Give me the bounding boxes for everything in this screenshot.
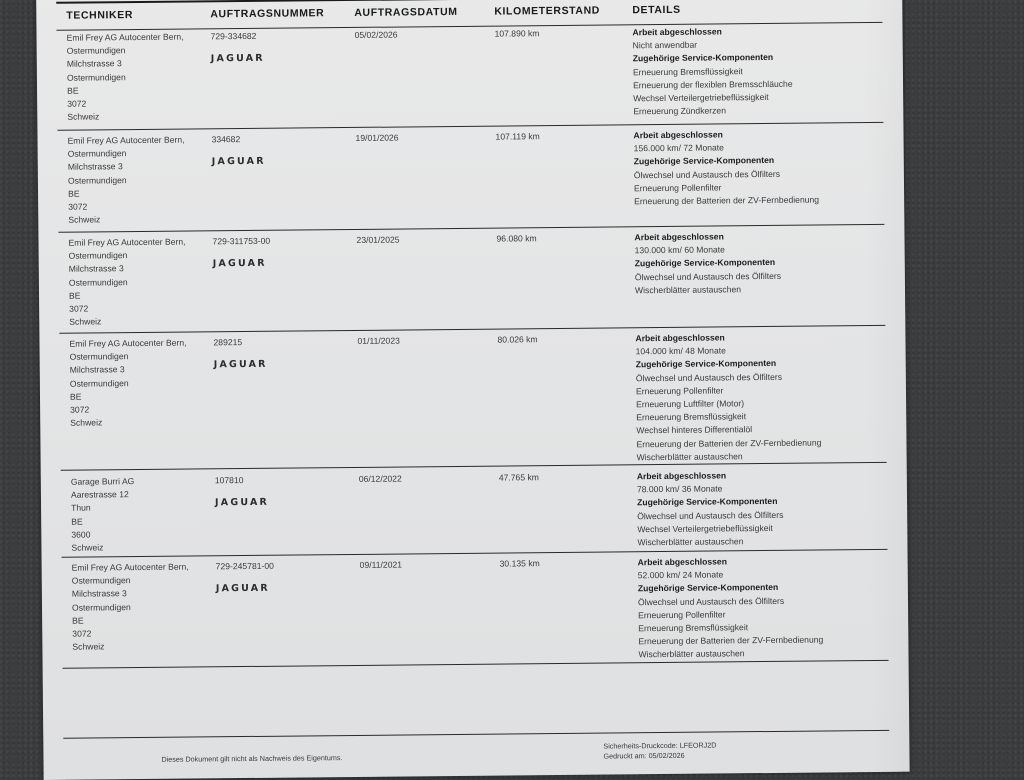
techniker-line: Ostermundigen — [71, 575, 131, 586]
techniker-cell — [67, 134, 185, 228]
techniker-line: Ostermundigen — [68, 250, 128, 261]
details-item: Wischerblätter austauschen — [634, 284, 742, 296]
techniker-line: Ostermundigen — [66, 45, 126, 56]
techniker-cell — [66, 31, 184, 125]
print-date: Gedruckt am: 05/02/2026 — [603, 750, 685, 761]
details-heading: Zugehörige Service-Komponenten — [635, 358, 777, 370]
jaguar-logo: JAGUAR — [212, 258, 267, 270]
auftragsdatum-cell: 01/11/2023 — [357, 335, 400, 346]
auftragsdatum-cell: 23/01/2025 — [356, 234, 400, 245]
details-heading: Arbeit abgeschlossen — [636, 470, 727, 482]
techniker-line: Ostermundigen — [66, 71, 126, 83]
details-cell — [638, 554, 824, 661]
techniker-line: BE — [67, 85, 79, 96]
row-rule — [63, 660, 889, 669]
techniker-line: BE — [72, 615, 84, 626]
techniker-line: Ostermundigen — [67, 148, 127, 159]
techniker-line: 3072 — [67, 98, 87, 109]
techniker-line: Thun — [71, 502, 91, 514]
details-item: Erneuerung der flexiblen Bremsschläuche — [632, 78, 793, 91]
techniker-line: BE — [69, 391, 82, 402]
techniker-line: Garage Burri AG — [70, 476, 135, 487]
techniker-line: Schweiz — [68, 214, 101, 225]
techniker-line: BE — [68, 188, 80, 199]
techniker-cell — [72, 561, 190, 655]
details-item: Erneuerung Bremsflüssigkeit — [632, 65, 743, 77]
footer-disclaimer: Dieses Dokument gilt nicht als Nachweis des Eigentums. — [161, 753, 343, 764]
kilometerstand-cell: 107.119 km — [495, 131, 540, 142]
details-item: 52.000 km/ 24 Monate — [637, 569, 724, 581]
kilometerstand-cell: 96.080 km — [496, 233, 537, 244]
techniker-line: Schweiz — [69, 316, 102, 327]
details-cell — [633, 127, 819, 208]
auftragsnummer-cell — [216, 560, 275, 596]
details-item: Ölwechsel und Austausch des Ölfilters — [637, 509, 784, 521]
order-number: 334682 — [211, 134, 241, 145]
details-heading: Arbeit abgeschlossen — [635, 332, 725, 344]
header-auftragsdatum: AUFTRAGSDATUM — [354, 5, 458, 19]
details-item: Ölwechsel und Austausch des Ölfilters — [637, 595, 785, 607]
techniker-cell — [68, 236, 186, 330]
techniker-line: BE — [68, 290, 81, 301]
security-code: Sicherheits-Druckcode: LFEORJ2D — [603, 740, 717, 751]
footer-rule — [63, 730, 889, 739]
auftragsnummer-cell — [211, 133, 265, 169]
details-item: Wechsel Verteilergetriebeflüssigkeit — [633, 91, 769, 104]
techniker-line: Ostermundigen — [69, 351, 129, 362]
techniker-line: Emil Frey AG Autocenter Bern, — [68, 236, 186, 248]
details-item: Wischerblätter austauschen — [637, 536, 744, 548]
techniker-line: Ostermundigen — [67, 174, 127, 186]
techniker-line: Schweiz — [71, 542, 104, 553]
footer-meta — [603, 741, 716, 762]
techniker-line: Milchstrasse 3 — [68, 263, 124, 275]
details-heading: Zugehörige Service-Komponenten — [633, 155, 775, 167]
techniker-line: Ostermundigen — [71, 601, 131, 613]
details-item: Erneuerung der Batterien der ZV-Fernbedienung — [636, 437, 822, 449]
details-item: Ölwechsel und Austausch des Ölfilters — [633, 168, 781, 180]
techniker-line: Emil Frey AG Autocenter Bern, — [66, 31, 184, 43]
techniker-line: BE — [71, 516, 83, 527]
details-item: Erneuerung Pollenfilter — [633, 182, 722, 194]
techniker-line: Emil Frey AG Autocenter Bern, — [71, 561, 189, 573]
kilometerstand-cell: 107.890 km — [494, 28, 540, 39]
paper-shade — [862, 0, 910, 772]
details-item: Erneuerung der Batterien der ZV-Fernbedienung — [638, 634, 824, 647]
techniker-line: Emil Frey AG Autocenter Bern, — [69, 337, 187, 349]
details-item: Erneuerung der Batterien der ZV-Fernbedienung — [634, 194, 820, 207]
details-item: Erneuerung Pollenfilter — [635, 385, 724, 397]
details-item: Wischerblätter austauschen — [638, 648, 745, 660]
auftragsnummer-cell — [212, 235, 270, 271]
details-cell — [635, 330, 821, 464]
techniker-line: Milchstrasse 3 — [67, 161, 123, 173]
jaguar-logo: JAGUAR — [215, 582, 270, 595]
order-number: 289215 — [213, 337, 243, 348]
techniker-line: Milchstrasse 3 — [66, 58, 122, 70]
details-item: Erneuerung Bremsflüssigkeit — [636, 411, 747, 423]
details-item: Ölwechsel und Austausch des Ölfilters — [634, 270, 782, 282]
header-auftragsnummer: AUFTRAGSNUMMER — [210, 7, 325, 21]
techniker-line: 3072 — [69, 303, 89, 314]
header-techniker: TECHNIKER — [66, 9, 134, 22]
techniker-line: Emil Frey AG Autocenter Bern, — [67, 134, 185, 146]
techniker-line: 3072 — [72, 628, 92, 639]
auftragsdatum-cell: 06/12/2022 — [358, 473, 402, 484]
details-cell — [634, 230, 781, 297]
service-history-document — [36, 0, 910, 780]
techniker-line: Schweiz — [67, 111, 100, 122]
techniker-line: 3072 — [70, 404, 90, 415]
details-heading: Zugehörige Service-Komponenten — [637, 582, 779, 594]
techniker-line: Schweiz — [72, 641, 105, 652]
details-item: Wischerblätter austauschen — [636, 451, 743, 463]
techniker-line: Ostermundigen — [68, 276, 128, 288]
details-item: 78.000 km/ 36 Monate — [636, 483, 723, 495]
details-cell — [637, 469, 784, 550]
techniker-line: Schweiz — [70, 417, 103, 428]
header-details: DETAILS — [632, 3, 681, 17]
techniker-line: 3072 — [68, 201, 88, 212]
auftragsnummer-cell — [213, 336, 267, 372]
details-cell — [632, 25, 792, 119]
techniker-line: Milchstrasse 3 — [69, 364, 125, 376]
details-item: Erneuerung Bremsflüssigkeit — [638, 622, 749, 634]
details-heading: Arbeit abgeschlossen — [632, 26, 722, 38]
kilometerstand-cell: 47.765 km — [498, 472, 539, 483]
details-heading: Arbeit abgeschlossen — [634, 231, 724, 243]
jaguar-logo: JAGUAR — [213, 358, 268, 371]
details-heading: Zugehörige Service-Komponenten — [632, 52, 774, 64]
details-item: 104.000 km/ 48 Monate — [635, 345, 726, 357]
auftragsnummer-cell — [215, 474, 269, 510]
order-number: 729-334682 — [210, 30, 257, 42]
details-item: Wechsel hinteres Differentialöl — [636, 424, 753, 436]
order-number: 729-311753-00 — [212, 235, 271, 247]
details-heading: Arbeit abgeschlossen — [633, 129, 723, 141]
details-item: Ölwechsel und Austausch des Ölfilters — [635, 371, 783, 383]
auftragsdatum-cell: 09/11/2021 — [359, 559, 403, 570]
details-item: Erneuerung Zündkerzen — [633, 105, 727, 117]
techniker-line: 3600 — [71, 529, 91, 540]
details-heading: Zugehörige Service-Komponenten — [634, 257, 776, 269]
details-item: Erneuerung Pollenfilter — [638, 609, 726, 621]
jaguar-logo: JAGUAR — [211, 156, 266, 168]
details-item: 130.000 km/ 60 Monate — [634, 244, 725, 256]
header-kilometerstand: KILOMETERSTAND — [494, 4, 601, 18]
techniker-line: Ostermundigen — [69, 377, 129, 389]
techniker-cell — [69, 337, 187, 431]
kilometerstand-cell: 80.026 km — [497, 334, 538, 345]
auftragsnummer-cell — [210, 30, 264, 66]
techniker-cell — [71, 475, 135, 555]
details-item: Erneuerung Luftfilter (Motor) — [636, 398, 745, 410]
details-item: Wechsel Verteilergetriebeflüssigkeit — [637, 522, 773, 535]
jaguar-logo: JAGUAR — [210, 53, 265, 65]
auftragsdatum-cell: 05/02/2026 — [354, 29, 398, 40]
kilometerstand-cell: 30.135 km — [499, 558, 540, 569]
jaguar-logo: JAGUAR — [214, 496, 270, 509]
details-heading: Arbeit abgeschlossen — [637, 556, 727, 568]
auftragsdatum-cell: 19/01/2026 — [355, 132, 399, 143]
techniker-line: Aarestrasse 12 — [70, 489, 129, 500]
order-number: 729-245781-00 — [215, 560, 274, 572]
techniker-line: Milchstrasse 3 — [71, 588, 127, 600]
details-item: 156.000 km/ 72 Monate — [633, 142, 724, 154]
order-number: 107810 — [214, 475, 244, 486]
details-item: Nicht anwendbar — [632, 39, 698, 51]
details-heading: Zugehörige Service-Komponenten — [636, 496, 778, 508]
